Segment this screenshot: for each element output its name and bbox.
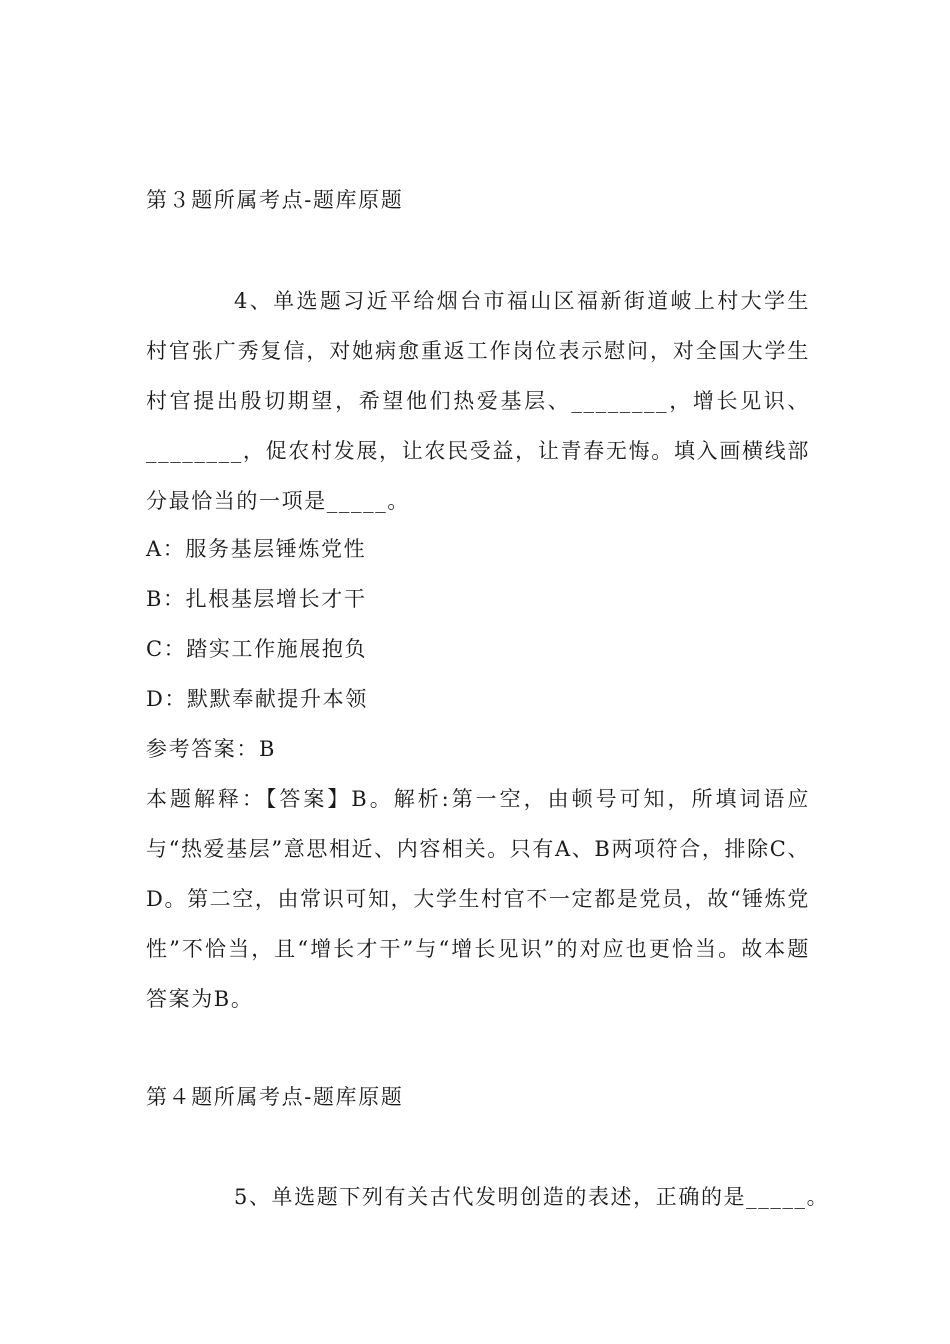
question-5-text: 5、单选题下列有关古代发明创造的表述，正确的是_____。 xyxy=(234,1185,830,1209)
question-4-option-c: C：踏实工作施展抱负 xyxy=(146,637,368,661)
question-4-option-b: B：扎根基层增长才干 xyxy=(146,587,367,611)
question-4-option-d: D：默默奉献提升本领 xyxy=(146,687,368,711)
section-3-heading: 第３题所属考点-题库原题 xyxy=(146,188,404,212)
section-4-heading: 第４题所属考点-题库原题 xyxy=(146,1085,404,1109)
question-4-answer: 参考答案：B xyxy=(146,737,277,761)
question-4-text: 4、单选题习近平给烟台市福山区福新街道岥上村大学生村官张广秀复信，对她病愈重返工作岗位表示慰问，对全国大学生村官提出殷切期望，希望他们热爱基层、________，增长见识、________，促农村发展，让农民受益，让青春无悔。填入画横线部分最恰当的一项是_____。 xyxy=(146,289,810,513)
question-4-explanation: 本题解释：【答案】B。解析:第一空，由顿号可知，所填词语应与“热爱基层”意思相近、内容相关。只有A、B两项符合，排除C、D。第二空，由常识可知，大学生村官不一定都是党员，故“锤炼党性”不恰当，且“增长才干”与“增长见识”的对应也更恰当。故本题答案为B。 xyxy=(146,787,810,1011)
question-4-option-a: A：服务基层锤炼党性 xyxy=(146,537,367,561)
